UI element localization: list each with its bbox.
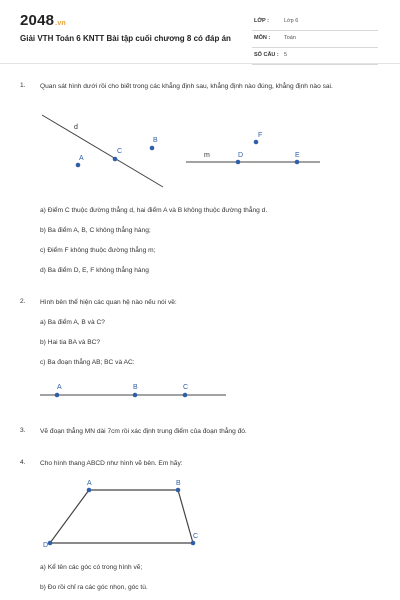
question-number: 3. xyxy=(20,427,26,434)
label-c: C xyxy=(117,148,123,155)
label-d-point: D xyxy=(238,152,244,159)
label-b: B xyxy=(133,384,138,391)
meta-row-subject xyxy=(252,31,378,48)
document-header xyxy=(0,0,400,64)
label-f: F xyxy=(258,132,263,139)
meta-key: SỐ CÂU : xyxy=(254,52,279,58)
point-f xyxy=(254,140,259,145)
option-4b: b) Đo rồi chỉ ra các góc nhọn, góc tù. xyxy=(40,584,148,591)
label-a: A xyxy=(79,155,84,162)
question-text: Cho hình thang ABCD như hình vẽ bên. Em hãy: xyxy=(40,460,183,467)
meta-table xyxy=(252,14,378,65)
option-1d: d) Ba điểm D, E, F không thẳng hàng xyxy=(40,267,149,274)
point-c xyxy=(191,541,196,546)
label-a: A xyxy=(57,384,62,391)
label-c: C xyxy=(183,384,189,391)
question-number: 1. xyxy=(20,82,26,89)
option-2a: a) Ba điểm A, B và C? xyxy=(40,319,105,326)
option-2b: b) Hai tia BA và BC? xyxy=(40,339,101,346)
question-text: Quan sát hình dưới rồi cho biết trong các khẳng định sau, khẳng định nào đúng, khẳng định nào sai. xyxy=(40,83,333,90)
question-number: 2. xyxy=(20,298,26,305)
trapezoid-abcd xyxy=(50,490,193,543)
site-logo[interactable] xyxy=(20,12,66,29)
question-text: Vẽ đoạn thẳng MN dài 7cm rồi xác định trung điểm của đoạn thẳng đó. xyxy=(40,428,247,435)
logo-suffix: .vn xyxy=(55,20,66,27)
meta-key: LỚP : xyxy=(254,18,269,24)
point-d xyxy=(236,160,241,165)
meta-value: Toán xyxy=(284,35,296,41)
point-c xyxy=(183,393,188,398)
option-4a: a) Kể tên các góc có trong hình vẽ; xyxy=(40,564,143,571)
point-b xyxy=(150,146,155,151)
page-title: Giải VTH Toán 6 KNTT Bài tập cuối chương 8 có đáp án xyxy=(20,34,231,43)
meta-key: MÔN : xyxy=(254,35,271,41)
point-a xyxy=(55,393,60,398)
option-2c: c) Ba đoạn thẳng AB; BC và AC: xyxy=(40,359,135,366)
header-divider xyxy=(0,63,400,64)
point-b xyxy=(176,488,181,493)
meta-row-class xyxy=(252,14,378,31)
figure-q4 xyxy=(0,474,400,554)
label-m: m xyxy=(204,152,210,159)
meta-value: Lớp 6 xyxy=(284,18,299,24)
point-d xyxy=(48,541,53,546)
line-d xyxy=(42,115,163,187)
label-d: d xyxy=(74,124,78,131)
figure-q2 xyxy=(0,378,400,408)
label-b: B xyxy=(153,137,158,144)
figure-q1 xyxy=(0,105,400,200)
point-e xyxy=(295,160,300,165)
option-1b: b) Ba điểm A, B, C không thẳng hàng; xyxy=(40,227,151,234)
meta-value: 5 xyxy=(284,52,288,58)
point-c xyxy=(113,157,118,162)
label-a: A xyxy=(87,480,92,487)
question-text: Hình bên thể hiện các quan hệ nào nếu nói về: xyxy=(40,299,177,306)
logo-text: 2048 xyxy=(20,12,55,29)
point-a xyxy=(76,163,81,168)
option-1c: c) Điểm F không thuộc đường thẳng m; xyxy=(40,247,156,254)
label-e: E xyxy=(295,152,300,159)
question-number: 4. xyxy=(20,459,26,466)
label-c: C xyxy=(193,533,199,540)
point-b xyxy=(133,393,138,398)
option-1a: a) Điểm C thuộc đường thẳng d, hai điểm A và B không thuộc đường thẳng d. xyxy=(40,207,268,214)
label-b: B xyxy=(176,480,181,487)
label-d: D xyxy=(43,542,49,549)
point-a xyxy=(87,488,92,493)
